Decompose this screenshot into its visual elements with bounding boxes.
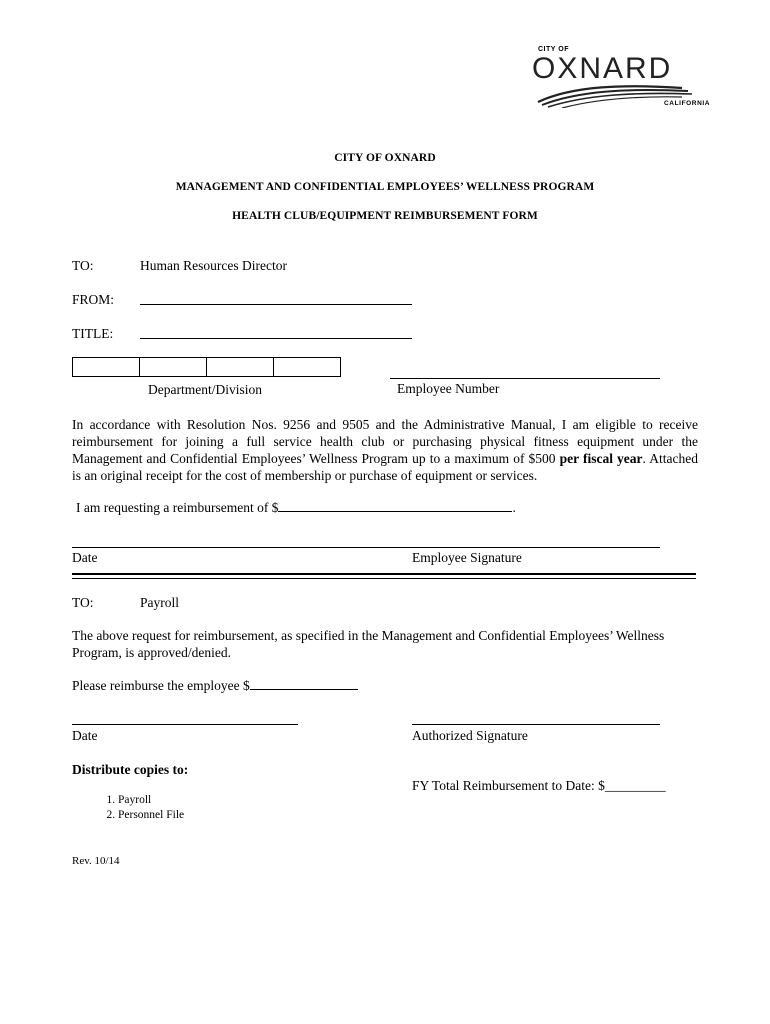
date-label: Date [72, 550, 98, 565]
to-value: Human Resources Director [140, 258, 287, 273]
revision-label: Rev. 10/14 [72, 855, 120, 867]
department-label: Department/Division [148, 382, 262, 397]
heading-form-title: HEALTH CLUB/EQUIPMENT REIMBURSEMENT FORM [232, 210, 538, 222]
reimburse-line [72, 678, 358, 694]
distribute-label: Distribute copies to: [72, 762, 189, 777]
distribution-list [96, 793, 184, 823]
title-field[interactable] [140, 338, 412, 339]
approval-date-label: Date [72, 728, 98, 743]
request-line [76, 500, 516, 516]
paragraph-part-b: . Attached is an original receipt for the cost of membership or purchase of equipment or services. [72, 451, 698, 483]
approval-paragraph: The above request for reimbursement, as specified in the Management and Confidential Employees’ Wellness Program, is approved/denied. [72, 628, 665, 660]
department-box[interactable] [72, 357, 139, 377]
divider-bottom [72, 578, 696, 579]
employee-number-field[interactable] [390, 378, 660, 379]
payroll-to-label: TO: [72, 595, 94, 610]
department-boxes[interactable] [72, 357, 341, 377]
list-item: 2. Personnel File [118, 808, 184, 823]
fy-total: FY Total Reimbursement to Date: $_________ [412, 778, 666, 793]
reimburse-text: Please reimburse the employee $ [72, 678, 250, 693]
department-box[interactable] [139, 357, 206, 377]
list-item: 1. Payroll [118, 793, 184, 808]
logo-state: CALIFORNIA [664, 100, 711, 107]
to-label: TO: [72, 258, 94, 273]
department-box[interactable] [273, 357, 341, 377]
request-amount-field[interactable] [278, 500, 512, 512]
title-label: TITLE: [72, 326, 114, 341]
heading-city: CITY OF OXNARD [334, 152, 436, 164]
eligibility-paragraph [72, 416, 698, 484]
city-logo [532, 46, 722, 118]
employee-signature-label: Employee Signature [412, 550, 522, 565]
department-box[interactable] [206, 357, 273, 377]
logo-city-of: CITY OF [538, 46, 569, 53]
divider-top [72, 573, 696, 575]
request-text: I am requesting a reimbursement of $ [76, 500, 279, 515]
employee-signature-line[interactable] [72, 547, 660, 548]
from-label: FROM: [72, 292, 115, 307]
authorized-signature-label: Authorized Signature [412, 728, 528, 743]
employee-number-label: Employee Number [397, 381, 500, 396]
payroll-to-value: Payroll [140, 595, 179, 610]
paragraph-part-a: In accordance with Resolution Nos. 9256 and 9505 and the Administrative Manual, I am eligible to receive reimbursement for joining a full service health club or purchasing physical fitness equipment under the Management and Confidential Employees’ Wellness Program up to a maximum of $500 [72, 417, 698, 466]
from-field[interactable] [140, 304, 412, 305]
paragraph-bold: per fiscal year [559, 451, 643, 466]
logo-name: OXNARD [532, 52, 673, 85]
authorized-signature-line[interactable] [412, 724, 660, 725]
heading-program: MANAGEMENT AND CONFIDENTIAL EMPLOYEES’ WELLNESS PROGRAM [175, 181, 595, 193]
reimburse-amount-field[interactable] [250, 678, 358, 690]
approval-date-line[interactable] [72, 724, 298, 725]
request-end: . [512, 500, 516, 515]
